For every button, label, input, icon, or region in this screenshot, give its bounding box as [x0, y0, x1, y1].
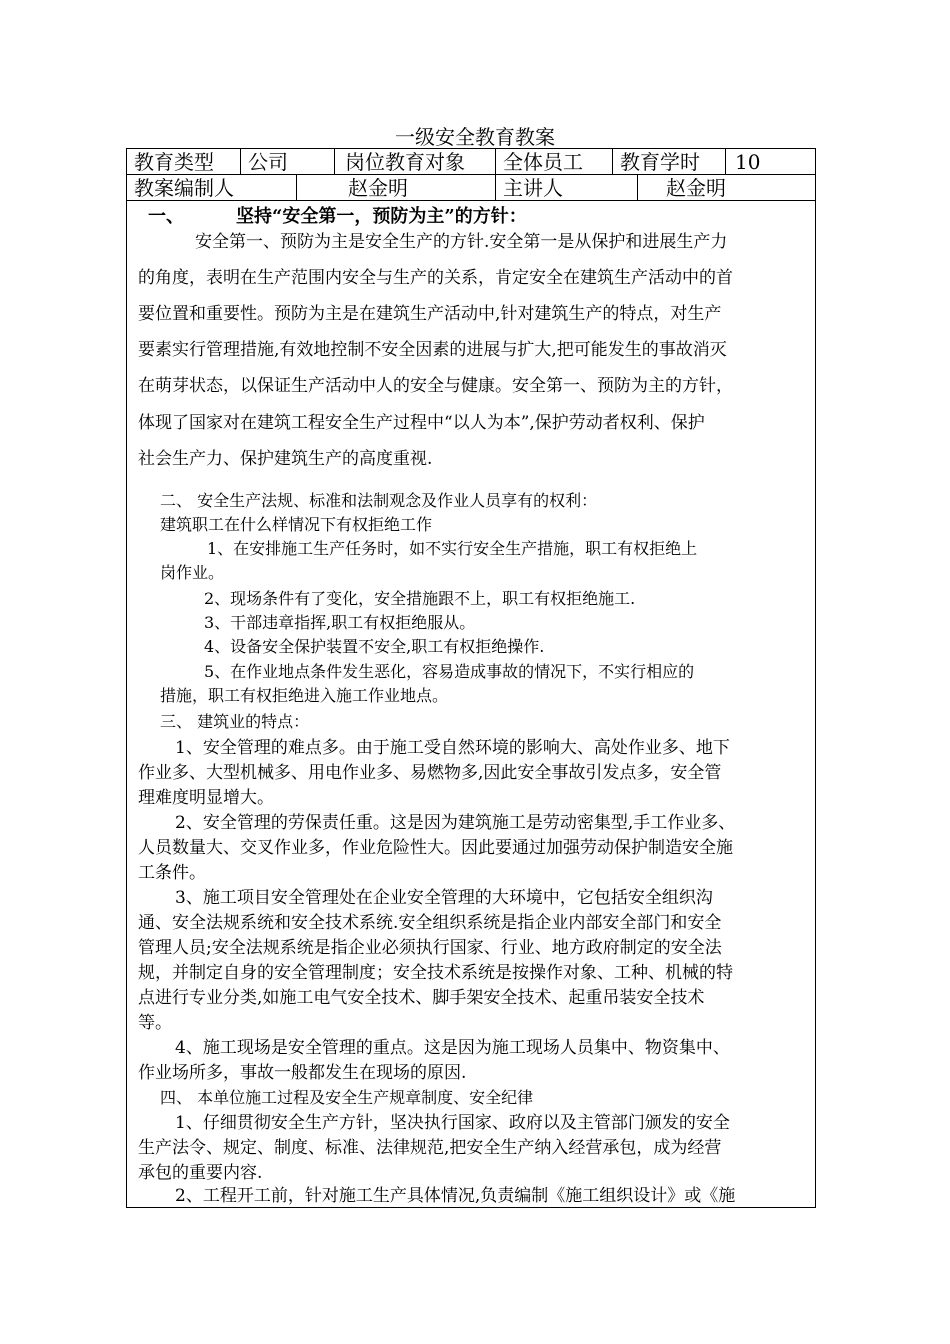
section-1-heading-text: 坚持“安全第一，预防为主”的方针： [236, 206, 527, 227]
class-hours-label: 教育学时 [620, 150, 700, 174]
lecturer-label: 主讲人 [503, 176, 563, 200]
paragraph-line: 等。 [138, 1013, 172, 1033]
class-hours-value: 10 [735, 150, 761, 174]
paragraph-line: 2、安全管理的劳保责任重。这是因为建筑施工是劳动密集型,手工作业多、 [175, 813, 736, 833]
section-heading: 四、 本单位施工过程及安全生产规章制度、安全纪律 [160, 1088, 534, 1107]
section-heading: 二、 安全生产法规、标准和法制观念及作业人员享有的权利： [160, 491, 598, 510]
table-col-divider [296, 174, 297, 200]
paragraph-line: 1、安全管理的难点多。由于施工受自然环境的影响大、高处作业多、地下 [175, 738, 730, 758]
paragraph-line: 2、现场条件有了变化，安全措施跟不上，职工有权拒绝施工. [204, 589, 636, 608]
table-col-divider [334, 148, 335, 174]
paragraph-line: 点进行专业分类,如施工电气安全技术、脚手架安全技术、起重吊装安全技术 [138, 988, 705, 1008]
table-col-divider [612, 148, 613, 174]
paragraph-line: 1、仔细贯彻安全生产方针，坚决执行国家、政府以及主管部门颁发的安全 [175, 1113, 730, 1133]
paragraph-line: 社会生产力、保护建筑生产的高度重视. [138, 449, 433, 469]
paragraph-line: 在萌芽状态，以保证生产活动中人的安全与健康。安全第一、预防为主的方针， [138, 376, 733, 396]
paragraph-line: 作业场所多，事故一般都发生在现场的原因. [138, 1063, 467, 1083]
paragraph-line: 岗作业。 [160, 563, 225, 582]
author-value: 赵金明 [348, 176, 408, 200]
author-label: 教案编制人 [134, 176, 234, 200]
audience-value: 全体员工 [503, 150, 583, 174]
table-col-divider [240, 148, 241, 174]
paragraph-line: 工条件。 [138, 863, 206, 883]
paragraph-line: 规，并制定自身的安全管理制度；安全技术系统是按操作对象、工种、机械的特 [138, 963, 733, 983]
paragraph-line: 4、设备安全保护装置不安全,职工有权拒绝操作. [204, 637, 545, 656]
section-heading: 三、 建筑业的特点： [160, 712, 310, 731]
education-type-value: 公司 [248, 150, 288, 174]
paragraph-line: 3、干部违章指挥,职工有权拒绝服从。 [204, 613, 476, 632]
paragraph-line: 承包的重要内容. [138, 1163, 263, 1183]
paragraph-line: 3、施工项目安全管理处在企业安全管理的大环境中，它包括安全组织沟 [175, 888, 713, 908]
table-col-divider [725, 148, 726, 174]
paragraph-line: 的角度，表明在生产范围内安全与生产的关系，肯定安全在建筑生产活动中的首 [138, 268, 733, 288]
education-type-label: 教育类型 [134, 150, 214, 174]
paragraph-line: 1、在安排施工生产任务时，如不实行安全生产措施，职工有权拒绝上 [207, 539, 698, 558]
audience-label: 岗位教育对象 [345, 150, 465, 174]
paragraph-line: 措施，职工有权拒绝进入施工作业地点。 [160, 686, 449, 705]
paragraph-line: 5、在作业地点条件发生恶化，容易造成事故的情况下，不实行相应的 [204, 662, 695, 681]
section-1-heading [148, 204, 527, 230]
paragraph-line: 建筑职工在什么样情况下有权拒绝工作 [160, 515, 433, 534]
paragraph-line: 人员数量大、交叉作业多，作业危险性大。因此要通过加强劳动保护制造安全施 [138, 838, 733, 858]
paragraph-line: 要位置和重要性。预防为主是在建筑生产活动中,针对建筑生产的特点，对生产 [138, 304, 722, 324]
document-title: 一级安全教育教案 [395, 125, 555, 149]
paragraph-line: 2、工程开工前，针对施工生产具体情况,负责编制《施工组织设计》或《施 [175, 1186, 736, 1206]
paragraph-line: 生产法令、规定、制度、标准、法律规范,把安全生产纳入经营承包，成为经营 [138, 1138, 722, 1158]
section-1-number: 一、 [148, 206, 184, 227]
paragraph-line: 通、安全法规系统和安全技术系统.安全组织系统是指企业内部安全部门和安全 [138, 913, 722, 933]
paragraph-line: 作业多、大型机械多、用电作业多、易燃物多,因此安全事故引发点多，安全管 [138, 763, 722, 783]
paragraph-line: 安全第一、预防为主是安全生产的方针.安全第一是从保护和进展生产力 [195, 232, 728, 252]
table-col-divider [495, 148, 496, 174]
table-col-divider [637, 174, 638, 200]
paragraph-line: 理难度明显增大。 [138, 788, 274, 808]
table-col-divider [495, 174, 496, 200]
lecturer-value: 赵金明 [666, 176, 726, 200]
paragraph-line: 体现了国家对在建筑工程安全生产过程中“以人为本”,保护劳动者权利、保护 [138, 413, 705, 433]
paragraph-line: 管理人员;安全法规系统是指企业必须执行国家、行业、地方政府制定的安全法 [138, 938, 722, 958]
paragraph-line: 4、施工现场是安全管理的重点。这是因为施工现场人员集中、物资集中、 [175, 1038, 730, 1058]
paragraph-line: 要素实行管理措施,有效地控制不安全因素的进展与扩大,把可能发生的事故消灭 [138, 340, 727, 360]
